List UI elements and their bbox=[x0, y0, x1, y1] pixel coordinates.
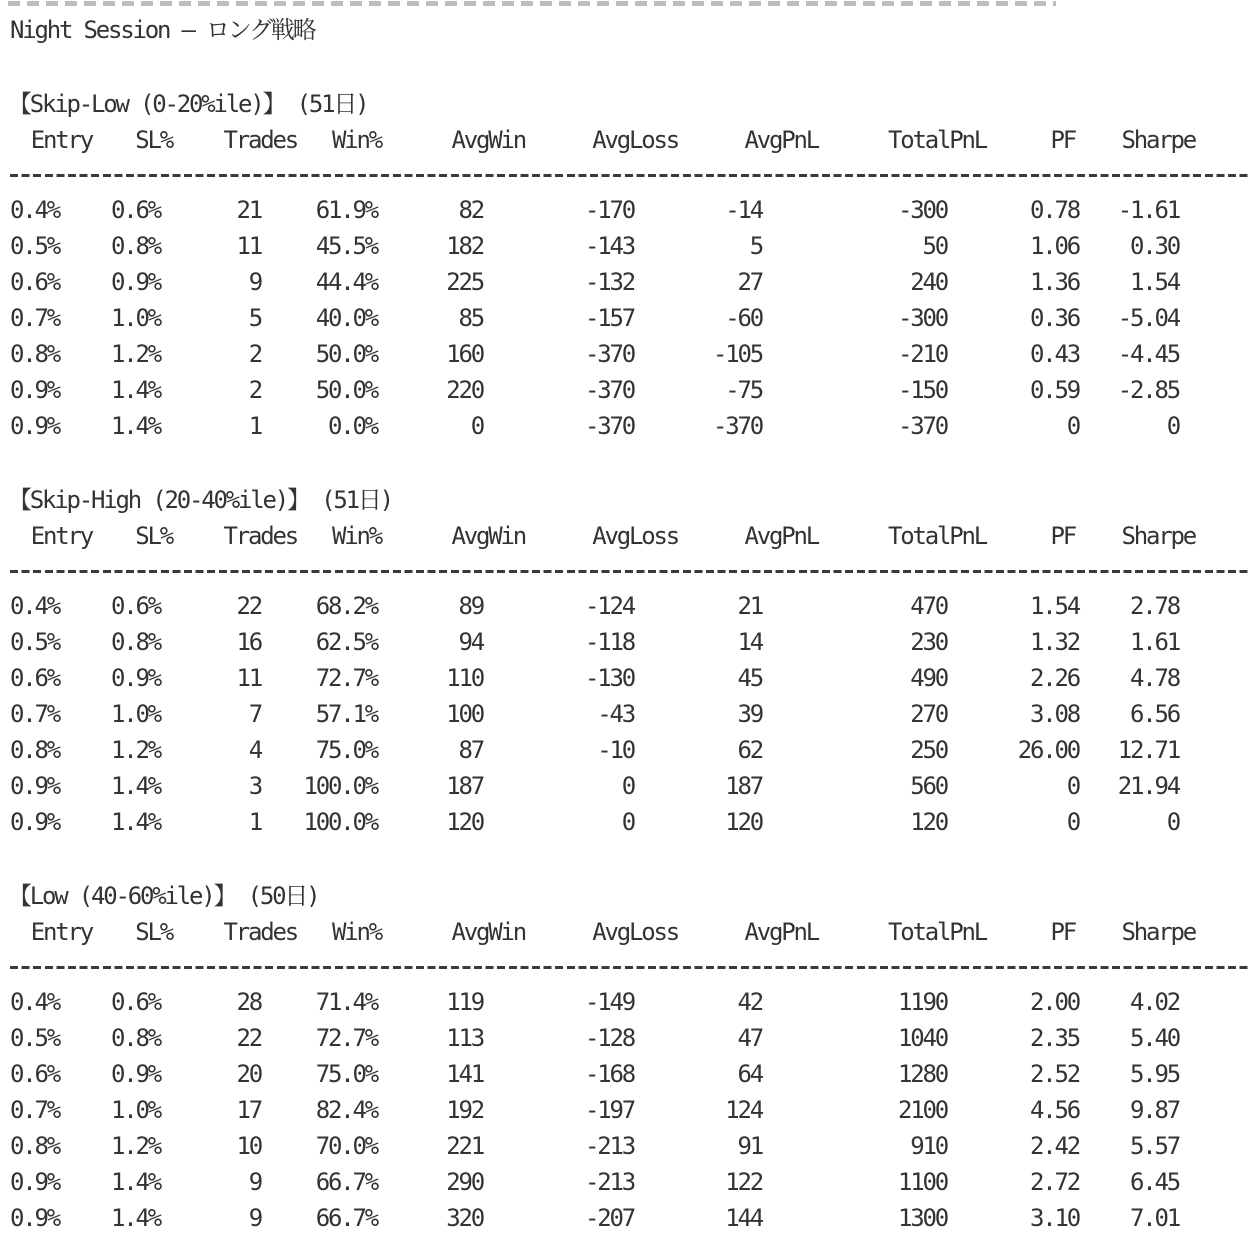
cell: 62.5% bbox=[315, 628, 377, 656]
cell: 14 bbox=[737, 628, 762, 656]
cell: 124 bbox=[725, 1096, 762, 1124]
cell: 1.4% bbox=[111, 1168, 160, 1196]
cell: -170 bbox=[585, 196, 634, 224]
table-section-low bbox=[0, 878, 1258, 1236]
cell: 0.9% bbox=[10, 1168, 59, 1196]
cell: -168 bbox=[585, 1060, 634, 1088]
table-body bbox=[0, 192, 1258, 444]
cell: 0.5% bbox=[10, 628, 59, 656]
column-header: AvgLoss bbox=[592, 126, 678, 154]
cell: 1300 bbox=[898, 1204, 947, 1232]
column-header: AvgWin bbox=[451, 918, 525, 946]
cell: 1190 bbox=[898, 988, 947, 1016]
column-header: AvgWin bbox=[451, 126, 525, 154]
cell: 187 bbox=[446, 772, 483, 800]
cell: 0.8% bbox=[10, 736, 59, 764]
cell: -1.61 bbox=[1117, 196, 1179, 224]
cell: 0.8% bbox=[111, 232, 160, 260]
cell: 7 bbox=[248, 700, 261, 728]
table-row bbox=[0, 336, 1258, 372]
table-row bbox=[0, 372, 1258, 408]
cell: 3.10 bbox=[1030, 1204, 1079, 1232]
cell: 70.0% bbox=[315, 1132, 377, 1160]
cell: 4 bbox=[248, 736, 261, 764]
table-body bbox=[0, 588, 1258, 840]
column-header: Sharpe bbox=[1121, 126, 1195, 154]
cell: -128 bbox=[585, 1024, 634, 1052]
cell: 113 bbox=[446, 1024, 483, 1052]
cell: 0.0% bbox=[328, 412, 377, 440]
cell: 9.87 bbox=[1130, 1096, 1179, 1124]
cell: 0.5% bbox=[10, 232, 59, 260]
cell: 240 bbox=[910, 268, 947, 296]
cell: 40.0% bbox=[315, 304, 377, 332]
cell: -4.45 bbox=[1117, 340, 1179, 368]
table-row bbox=[0, 1056, 1258, 1092]
cell: -157 bbox=[585, 304, 634, 332]
column-header: AvgLoss bbox=[592, 918, 678, 946]
cell: 290 bbox=[446, 1168, 483, 1196]
cell: 4.02 bbox=[1130, 988, 1179, 1016]
table-row bbox=[0, 192, 1258, 228]
cell: 66.7% bbox=[315, 1204, 377, 1232]
cell: 122 bbox=[725, 1168, 762, 1196]
cell: 0.4% bbox=[10, 988, 59, 1016]
column-header: Sharpe bbox=[1121, 522, 1195, 550]
cell: 0.9% bbox=[10, 808, 59, 836]
cell: 0 bbox=[1166, 808, 1179, 836]
column-header: Entry bbox=[30, 918, 92, 946]
cell: 1.0% bbox=[111, 304, 160, 332]
cell: 5 bbox=[248, 304, 261, 332]
cell: 5.57 bbox=[1130, 1132, 1179, 1160]
cell: 230 bbox=[910, 628, 947, 656]
cell: 87 bbox=[458, 736, 483, 764]
column-header: Sharpe bbox=[1121, 918, 1195, 946]
cell: 270 bbox=[910, 700, 947, 728]
cell: 61.9% bbox=[315, 196, 377, 224]
table-header-row bbox=[0, 914, 1258, 950]
cell: 17 bbox=[236, 1096, 261, 1124]
column-header: AvgPnL bbox=[744, 918, 818, 946]
cell: 2100 bbox=[898, 1096, 947, 1124]
cell: 0.4% bbox=[10, 592, 59, 620]
cell: 3 bbox=[248, 772, 261, 800]
cell: 0.8% bbox=[10, 1132, 59, 1160]
cell: -213 bbox=[585, 1132, 634, 1160]
cell: 45 bbox=[737, 664, 762, 692]
cell: 2.35 bbox=[1030, 1024, 1079, 1052]
cell: 187 bbox=[725, 772, 762, 800]
section-title: 【Low (40-60%ile)】 (50日) bbox=[8, 882, 319, 910]
cell: 2.26 bbox=[1030, 664, 1079, 692]
table-row bbox=[0, 1092, 1258, 1128]
cell: 144 bbox=[725, 1204, 762, 1232]
cell: 0.9% bbox=[111, 664, 160, 692]
cell: 100.0% bbox=[303, 772, 377, 800]
table-row bbox=[0, 768, 1258, 804]
cell: 120 bbox=[446, 808, 483, 836]
cell: 27 bbox=[737, 268, 762, 296]
column-header: Trades bbox=[223, 126, 297, 154]
cell: 44.4% bbox=[315, 268, 377, 296]
cell: 1.2% bbox=[111, 736, 160, 764]
column-header: AvgWin bbox=[451, 522, 525, 550]
cell: 0.9% bbox=[10, 376, 59, 404]
cell: 1.4% bbox=[111, 376, 160, 404]
column-header: Win% bbox=[332, 126, 381, 154]
cell: 560 bbox=[910, 772, 947, 800]
cell: 0.6% bbox=[111, 592, 160, 620]
cell: -370 bbox=[585, 340, 634, 368]
cell: 1 bbox=[248, 412, 261, 440]
cell: -5.04 bbox=[1117, 304, 1179, 332]
cell: 42 bbox=[737, 988, 762, 1016]
cell: 91 bbox=[737, 1132, 762, 1160]
column-header: Entry bbox=[30, 522, 92, 550]
cell: 5.40 bbox=[1130, 1024, 1179, 1052]
cell: -14 bbox=[725, 196, 762, 224]
cell: 0.30 bbox=[1130, 232, 1179, 260]
cell: 0.6% bbox=[10, 1060, 59, 1088]
cell: 2.78 bbox=[1130, 592, 1179, 620]
cell: 1.0% bbox=[111, 1096, 160, 1124]
cell: 39 bbox=[737, 700, 762, 728]
cell: 910 bbox=[910, 1132, 947, 1160]
table-row bbox=[0, 300, 1258, 336]
cell: 1.06 bbox=[1030, 232, 1079, 260]
cell: 0 bbox=[1066, 808, 1079, 836]
cell: 0.8% bbox=[111, 628, 160, 656]
cell: -213 bbox=[585, 1168, 634, 1196]
table-header-row bbox=[0, 122, 1258, 158]
cell: 0.6% bbox=[111, 988, 160, 1016]
cell: 0.7% bbox=[10, 304, 59, 332]
cell: 5 bbox=[749, 232, 762, 260]
cell: 110 bbox=[446, 664, 483, 692]
column-header: TotalPnL bbox=[888, 522, 986, 550]
separator-line bbox=[10, 174, 1248, 177]
cell: 66.7% bbox=[315, 1168, 377, 1196]
cell: 0 bbox=[1066, 772, 1079, 800]
cell: 75.0% bbox=[315, 736, 377, 764]
cell: -210 bbox=[898, 340, 947, 368]
cell: -118 bbox=[585, 628, 634, 656]
cell: 4.56 bbox=[1030, 1096, 1079, 1124]
cell: 64 bbox=[737, 1060, 762, 1088]
cell: 21.94 bbox=[1117, 772, 1179, 800]
column-header: TotalPnL bbox=[888, 918, 986, 946]
cell: -300 bbox=[898, 196, 947, 224]
cell: 1 bbox=[248, 808, 261, 836]
cell: 9 bbox=[248, 1204, 261, 1232]
cell: 1.2% bbox=[111, 340, 160, 368]
column-header: PF bbox=[1050, 522, 1075, 550]
cell: 0.4% bbox=[10, 196, 59, 224]
cell: 9 bbox=[248, 268, 261, 296]
cell: 89 bbox=[458, 592, 483, 620]
cell: 119 bbox=[446, 988, 483, 1016]
cell: 2.52 bbox=[1030, 1060, 1079, 1088]
cell: 0.9% bbox=[111, 268, 160, 296]
cell: -143 bbox=[585, 232, 634, 260]
table-section-skip-low bbox=[0, 86, 1258, 444]
cell: 82.4% bbox=[315, 1096, 377, 1124]
cell: 6.56 bbox=[1130, 700, 1179, 728]
cell: 320 bbox=[446, 1204, 483, 1232]
cell: 10 bbox=[236, 1132, 261, 1160]
column-header: SL% bbox=[135, 522, 172, 550]
cell: 100 bbox=[446, 700, 483, 728]
cell: 192 bbox=[446, 1096, 483, 1124]
cell: 2.42 bbox=[1030, 1132, 1079, 1160]
cell: 2 bbox=[248, 340, 261, 368]
cell: 1.2% bbox=[111, 1132, 160, 1160]
table-row bbox=[0, 1020, 1258, 1056]
cell: 0.36 bbox=[1030, 304, 1079, 332]
cell: 0.78 bbox=[1030, 196, 1079, 224]
cell: -370 bbox=[585, 412, 634, 440]
table-body bbox=[0, 984, 1258, 1236]
cell: 1280 bbox=[898, 1060, 947, 1088]
cell: -370 bbox=[898, 412, 947, 440]
cell: 9 bbox=[248, 1168, 261, 1196]
cell: -370 bbox=[713, 412, 762, 440]
cell: 50.0% bbox=[315, 376, 377, 404]
table-header-row bbox=[0, 518, 1258, 554]
cell: 0.9% bbox=[10, 772, 59, 800]
cell: -132 bbox=[585, 268, 634, 296]
cell: 0.9% bbox=[111, 1060, 160, 1088]
cell: 0.8% bbox=[10, 340, 59, 368]
table-row bbox=[0, 984, 1258, 1020]
cell: 22 bbox=[236, 1024, 261, 1052]
cell: 1.4% bbox=[111, 412, 160, 440]
cell: 0.7% bbox=[10, 700, 59, 728]
cell: -75 bbox=[725, 376, 762, 404]
table-row bbox=[0, 804, 1258, 840]
cell: -197 bbox=[585, 1096, 634, 1124]
cell: 82 bbox=[458, 196, 483, 224]
cell: 0.59 bbox=[1030, 376, 1079, 404]
section-title: 【Skip-High (20-40%ile)】 (51日) bbox=[8, 486, 392, 514]
section-title: 【Skip-Low (0-20%ile)】 (51日) bbox=[8, 90, 368, 118]
separator-line bbox=[10, 570, 1248, 573]
table-row bbox=[0, 1128, 1258, 1164]
cell: -2.85 bbox=[1117, 376, 1179, 404]
cell: 0.8% bbox=[111, 1024, 160, 1052]
cell: -300 bbox=[898, 304, 947, 332]
table-row bbox=[0, 624, 1258, 660]
cell: 0.9% bbox=[10, 1204, 59, 1232]
column-header: SL% bbox=[135, 126, 172, 154]
cell: 0.9% bbox=[10, 412, 59, 440]
cell: -149 bbox=[585, 988, 634, 1016]
cell: 1.4% bbox=[111, 772, 160, 800]
cell: 470 bbox=[910, 592, 947, 620]
cell: 1100 bbox=[898, 1168, 947, 1196]
cell: 4.78 bbox=[1130, 664, 1179, 692]
cell: -43 bbox=[597, 700, 634, 728]
cell: 0.6% bbox=[10, 664, 59, 692]
column-header: PF bbox=[1050, 126, 1075, 154]
cell: 20 bbox=[236, 1060, 261, 1088]
cell: 182 bbox=[446, 232, 483, 260]
table-row bbox=[0, 1164, 1258, 1200]
cell: 94 bbox=[458, 628, 483, 656]
cell: 141 bbox=[446, 1060, 483, 1088]
table-row bbox=[0, 588, 1258, 624]
cell: 85 bbox=[458, 304, 483, 332]
cell: 71.4% bbox=[315, 988, 377, 1016]
cell: 120 bbox=[725, 808, 762, 836]
column-header: Trades bbox=[223, 918, 297, 946]
column-header: AvgLoss bbox=[592, 522, 678, 550]
cell: -105 bbox=[713, 340, 762, 368]
table-row bbox=[0, 732, 1258, 768]
cell: 160 bbox=[446, 340, 483, 368]
separator-line bbox=[10, 966, 1248, 969]
table-section-skip-high bbox=[0, 482, 1258, 840]
column-header: PF bbox=[1050, 918, 1075, 946]
cell: 120 bbox=[910, 808, 947, 836]
table-row bbox=[0, 660, 1258, 696]
cell: 11 bbox=[236, 232, 261, 260]
cell: 45.5% bbox=[315, 232, 377, 260]
cell: 0 bbox=[470, 412, 483, 440]
cell: 220 bbox=[446, 376, 483, 404]
column-header: Entry bbox=[30, 126, 92, 154]
table-row bbox=[0, 408, 1258, 444]
cell: 50 bbox=[922, 232, 947, 260]
cell: 2.72 bbox=[1030, 1168, 1079, 1196]
cell: 1.54 bbox=[1030, 592, 1079, 620]
cell: 1.32 bbox=[1030, 628, 1079, 656]
cell: 22 bbox=[236, 592, 261, 620]
cell: 12.71 bbox=[1117, 736, 1179, 764]
cell: 6.45 bbox=[1130, 1168, 1179, 1196]
cell: 0 bbox=[621, 808, 634, 836]
cell: 0.6% bbox=[111, 196, 160, 224]
cell: 47 bbox=[737, 1024, 762, 1052]
cell: 50.0% bbox=[315, 340, 377, 368]
cell: 75.0% bbox=[315, 1060, 377, 1088]
cell: 1.36 bbox=[1030, 268, 1079, 296]
column-header: SL% bbox=[135, 918, 172, 946]
cell: 72.7% bbox=[315, 1024, 377, 1052]
cell: 221 bbox=[446, 1132, 483, 1160]
cell: 0.5% bbox=[10, 1024, 59, 1052]
column-header: Trades bbox=[223, 522, 297, 550]
cell: 11 bbox=[236, 664, 261, 692]
cell: 100.0% bbox=[303, 808, 377, 836]
cell: 21 bbox=[737, 592, 762, 620]
cell: 0.6% bbox=[10, 268, 59, 296]
cell: 7.01 bbox=[1130, 1204, 1179, 1232]
page-title: Night Session – ロング戦略 bbox=[10, 16, 315, 44]
cell: 16 bbox=[236, 628, 261, 656]
column-header: AvgPnL bbox=[744, 522, 818, 550]
cell: 0.43 bbox=[1030, 340, 1079, 368]
column-header: Win% bbox=[332, 918, 381, 946]
cell: 1.4% bbox=[111, 808, 160, 836]
cell: 1.61 bbox=[1130, 628, 1179, 656]
cell: 225 bbox=[446, 268, 483, 296]
table-row bbox=[0, 264, 1258, 300]
cell: 0 bbox=[621, 772, 634, 800]
column-header: AvgPnL bbox=[744, 126, 818, 154]
top-dashed-line bbox=[8, 1, 1056, 6]
cell: 1040 bbox=[898, 1024, 947, 1052]
cell: 1.4% bbox=[111, 1204, 160, 1232]
cell: 1.0% bbox=[111, 700, 160, 728]
cell: 0.7% bbox=[10, 1096, 59, 1124]
cell: -150 bbox=[898, 376, 947, 404]
column-header: Win% bbox=[332, 522, 381, 550]
cell: -370 bbox=[585, 376, 634, 404]
table-row bbox=[0, 1200, 1258, 1236]
cell: -207 bbox=[585, 1204, 634, 1232]
cell: 490 bbox=[910, 664, 947, 692]
cell: 2.00 bbox=[1030, 988, 1079, 1016]
table-row bbox=[0, 696, 1258, 732]
cell: 62 bbox=[737, 736, 762, 764]
cell: 26.00 bbox=[1017, 736, 1079, 764]
cell: -60 bbox=[725, 304, 762, 332]
cell: 68.2% bbox=[315, 592, 377, 620]
cell: 0 bbox=[1166, 412, 1179, 440]
column-header: TotalPnL bbox=[888, 126, 986, 154]
cell: 0 bbox=[1066, 412, 1079, 440]
cell: -124 bbox=[585, 592, 634, 620]
table-row bbox=[0, 228, 1258, 264]
cell: 57.1% bbox=[315, 700, 377, 728]
cell: 2 bbox=[248, 376, 261, 404]
cell: -130 bbox=[585, 664, 634, 692]
cell: 3.08 bbox=[1030, 700, 1079, 728]
cell: 250 bbox=[910, 736, 947, 764]
cell: 5.95 bbox=[1130, 1060, 1179, 1088]
cell: 1.54 bbox=[1130, 268, 1179, 296]
cell: 21 bbox=[236, 196, 261, 224]
cell: 28 bbox=[236, 988, 261, 1016]
cell: 72.7% bbox=[315, 664, 377, 692]
cell: -10 bbox=[597, 736, 634, 764]
